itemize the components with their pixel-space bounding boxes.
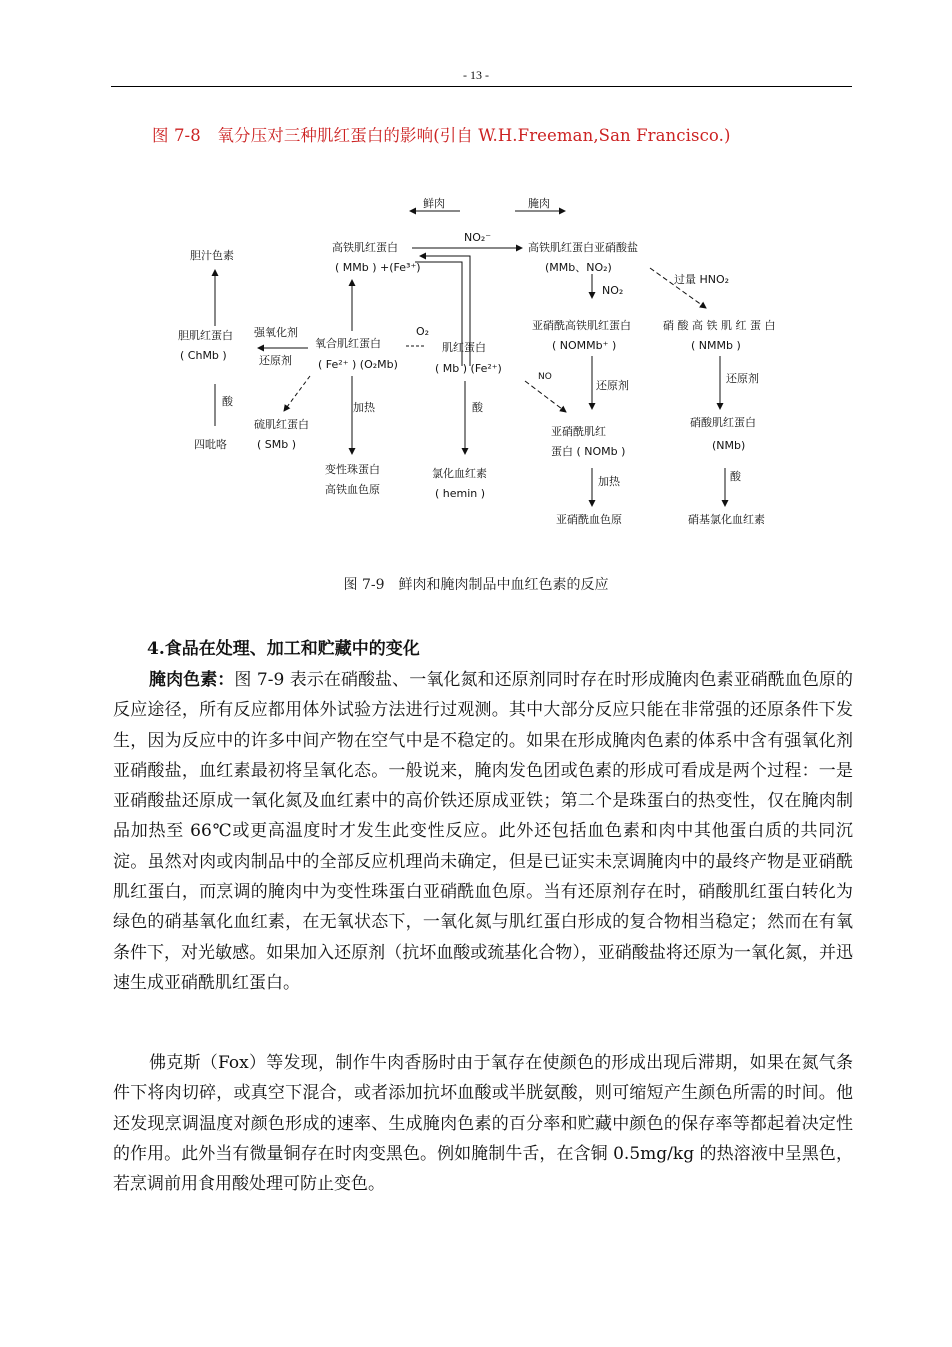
metmyoglobin-formula: ( MMb ) +(Fe³⁺): [335, 261, 421, 274]
figure-7-9-caption: 图 7-9 鲜肉和腌肉制品中血红色素的反应: [343, 577, 609, 593]
reductant-left: 还原剂: [259, 354, 292, 367]
paragraph-lead: 腌肉色素：: [149, 670, 235, 690]
heat-left: 加热: [353, 401, 375, 414]
nitrosyl-met: 亚硝酰高铁肌红蛋白: [532, 319, 631, 332]
hemin: 氯化血红素: [432, 467, 487, 480]
no2-label: NO₂: [602, 284, 624, 297]
cholemyoglobin: 胆肌红蛋白: [178, 329, 233, 342]
excess-hno2: 过量 HNO₂: [674, 273, 730, 286]
header-rule: [111, 86, 852, 87]
fresh-meat-label: 鲜肉: [423, 197, 445, 210]
myoglobin-formula: ( Mb ) (Fe²⁺): [435, 362, 502, 375]
paragraph-cured-meat-pigment: [113, 665, 853, 998]
no-label: NO: [538, 372, 552, 382]
nitrite-label: NO₂⁻: [464, 231, 492, 244]
myoglobin-reaction-diagram: [160, 186, 800, 536]
o2-label: O₂: [416, 325, 430, 338]
nitrosyl-met-formula: ( NOMMb⁺ ): [552, 339, 617, 352]
oxymyoglobin-formula: ( Fe²⁺ ) (O₂Mb): [318, 358, 398, 371]
sulfmyoglobin-formula: ( SMb ): [257, 438, 297, 451]
cholemyoglobin-formula: ( ChMb ): [180, 349, 227, 362]
nitrosyl-hemochrome: 亚硝酰血色原: [556, 513, 622, 526]
reductant-middle: 还原剂: [596, 379, 629, 392]
nitro-met-formula: ( NMMb ): [691, 339, 741, 352]
tetrapyrrole: 四吡咯: [194, 438, 227, 451]
bile-pigment: 胆汁色素: [190, 249, 234, 262]
acid-middle: 酸: [472, 401, 483, 414]
paragraph-fox: 佛克斯（Fox）等发现，制作牛肉香肠时由于氧存在使颜色的形成出现后滞期，如果在氮气条件下将肉切碎，或真空下混合，或者添加抗坏血酸或半胱氨酸，则可缩短产生颜色所需的时间。他还发现烹调温度对颜色形成的速率、生成腌肉色素的百分率和贮藏中颜色的保存率等都起着决定性的作用。此外当有微量铜存在时肉变黑色。例如腌制牛舌，在含铜 0.5mg/kg 的热溶液中呈黑色，若烹调前用食用酸处理可防止变色。: [113, 1053, 853, 1195]
nitromyoglobin-formula: (NMb): [712, 439, 746, 452]
nitrosyl-mb: 亚硝酰肌红: [551, 425, 606, 438]
heat-right: 加热: [598, 475, 620, 488]
strong-oxidant: 强氧化剂: [254, 326, 298, 339]
figure-7-8-caption: 图 7-8 氧分压对三种肌红蛋白的影响(引自 W.H.Freeman,San Francisco.): [152, 126, 731, 145]
cured-meat-label: 腌肉: [528, 197, 550, 210]
page-number: - 13 -: [463, 68, 489, 82]
section-title: 4.食品在处理、加工和贮藏中的变化: [147, 639, 420, 659]
met-nitrite-formula: (MMb、NO₂): [545, 261, 612, 274]
nitro-met: 硝 酸 高 铁 肌 红 蛋 白: [663, 319, 776, 332]
ferric-hemochrome: 高铁血色原: [325, 483, 380, 496]
oxymyoglobin: 氧合肌红蛋白: [315, 337, 381, 350]
sulfmyoglobin: 硫肌红蛋白: [254, 418, 309, 431]
paragraph-body: 图 7-9 表示在硝酸盐、一氧化氮和还原剂同时存在时形成腌肉色素亚硝酰血色原的反应途径，所有反应都用体外试验方法进行过观测。其中大部分反应只能在非常强的还原条件下发生，因为反应中的许多中间产物在空气中是不稳定的。如果在形成腌肉色素的体系中含有强氧化剂亚硝酸盐，血红素最初将呈氧化态。一般说来，腌肉发色团或色素的形成可看成是两个过程：一是亚硝酸盐还原成一氧化氮及血红素中的高价铁还原成亚铁；第二个是珠蛋白的热变性，仅在腌肉制品加热至 66℃或更高温度时才发生此变性反应。此外还包括血色素和肉中其他蛋白质的共同沉淀。虽然对肉或肉制品中的全部反应机理尚未确定，但是已证实未烹调腌肉中的最终产物是亚硝酰肌红蛋白，而烹调的腌肉中为变性珠蛋白亚硝酰血色原。当有还原剂存在时，硝酸肌红蛋白转化为绿色的硝基氧化血红素，在无氧状态下，一氧化氮与肌红蛋白形成的复合物相当稳定；然而在有氧条件下，对光敏感。如果加入还原剂（抗坏血酸或巯基化合物），亚硝酸盐将还原为一氧化氮，并迅速生成亚硝酰肌红蛋白。: [113, 670, 854, 993]
nitrosyl-mb-formula: 蛋白 ( NOMb ): [551, 445, 626, 458]
hemin-formula: ( hemin ): [435, 487, 486, 500]
myoglobin: 肌红蛋白: [442, 341, 486, 354]
denatured-globin: 变性珠蛋白: [325, 463, 380, 476]
reductant-right: 还原剂: [726, 372, 759, 385]
nitromyoglobin: 硝酸肌红蛋白: [690, 416, 756, 429]
met-nitrite: 高铁肌红蛋白亚硝酸盐: [528, 241, 638, 254]
metmyoglobin: 高铁肌红蛋白: [332, 241, 398, 254]
acid-left: 酸: [222, 395, 233, 408]
acid-right: 酸: [730, 470, 741, 483]
nitrohemin: 硝基氯化血红素: [688, 513, 765, 526]
